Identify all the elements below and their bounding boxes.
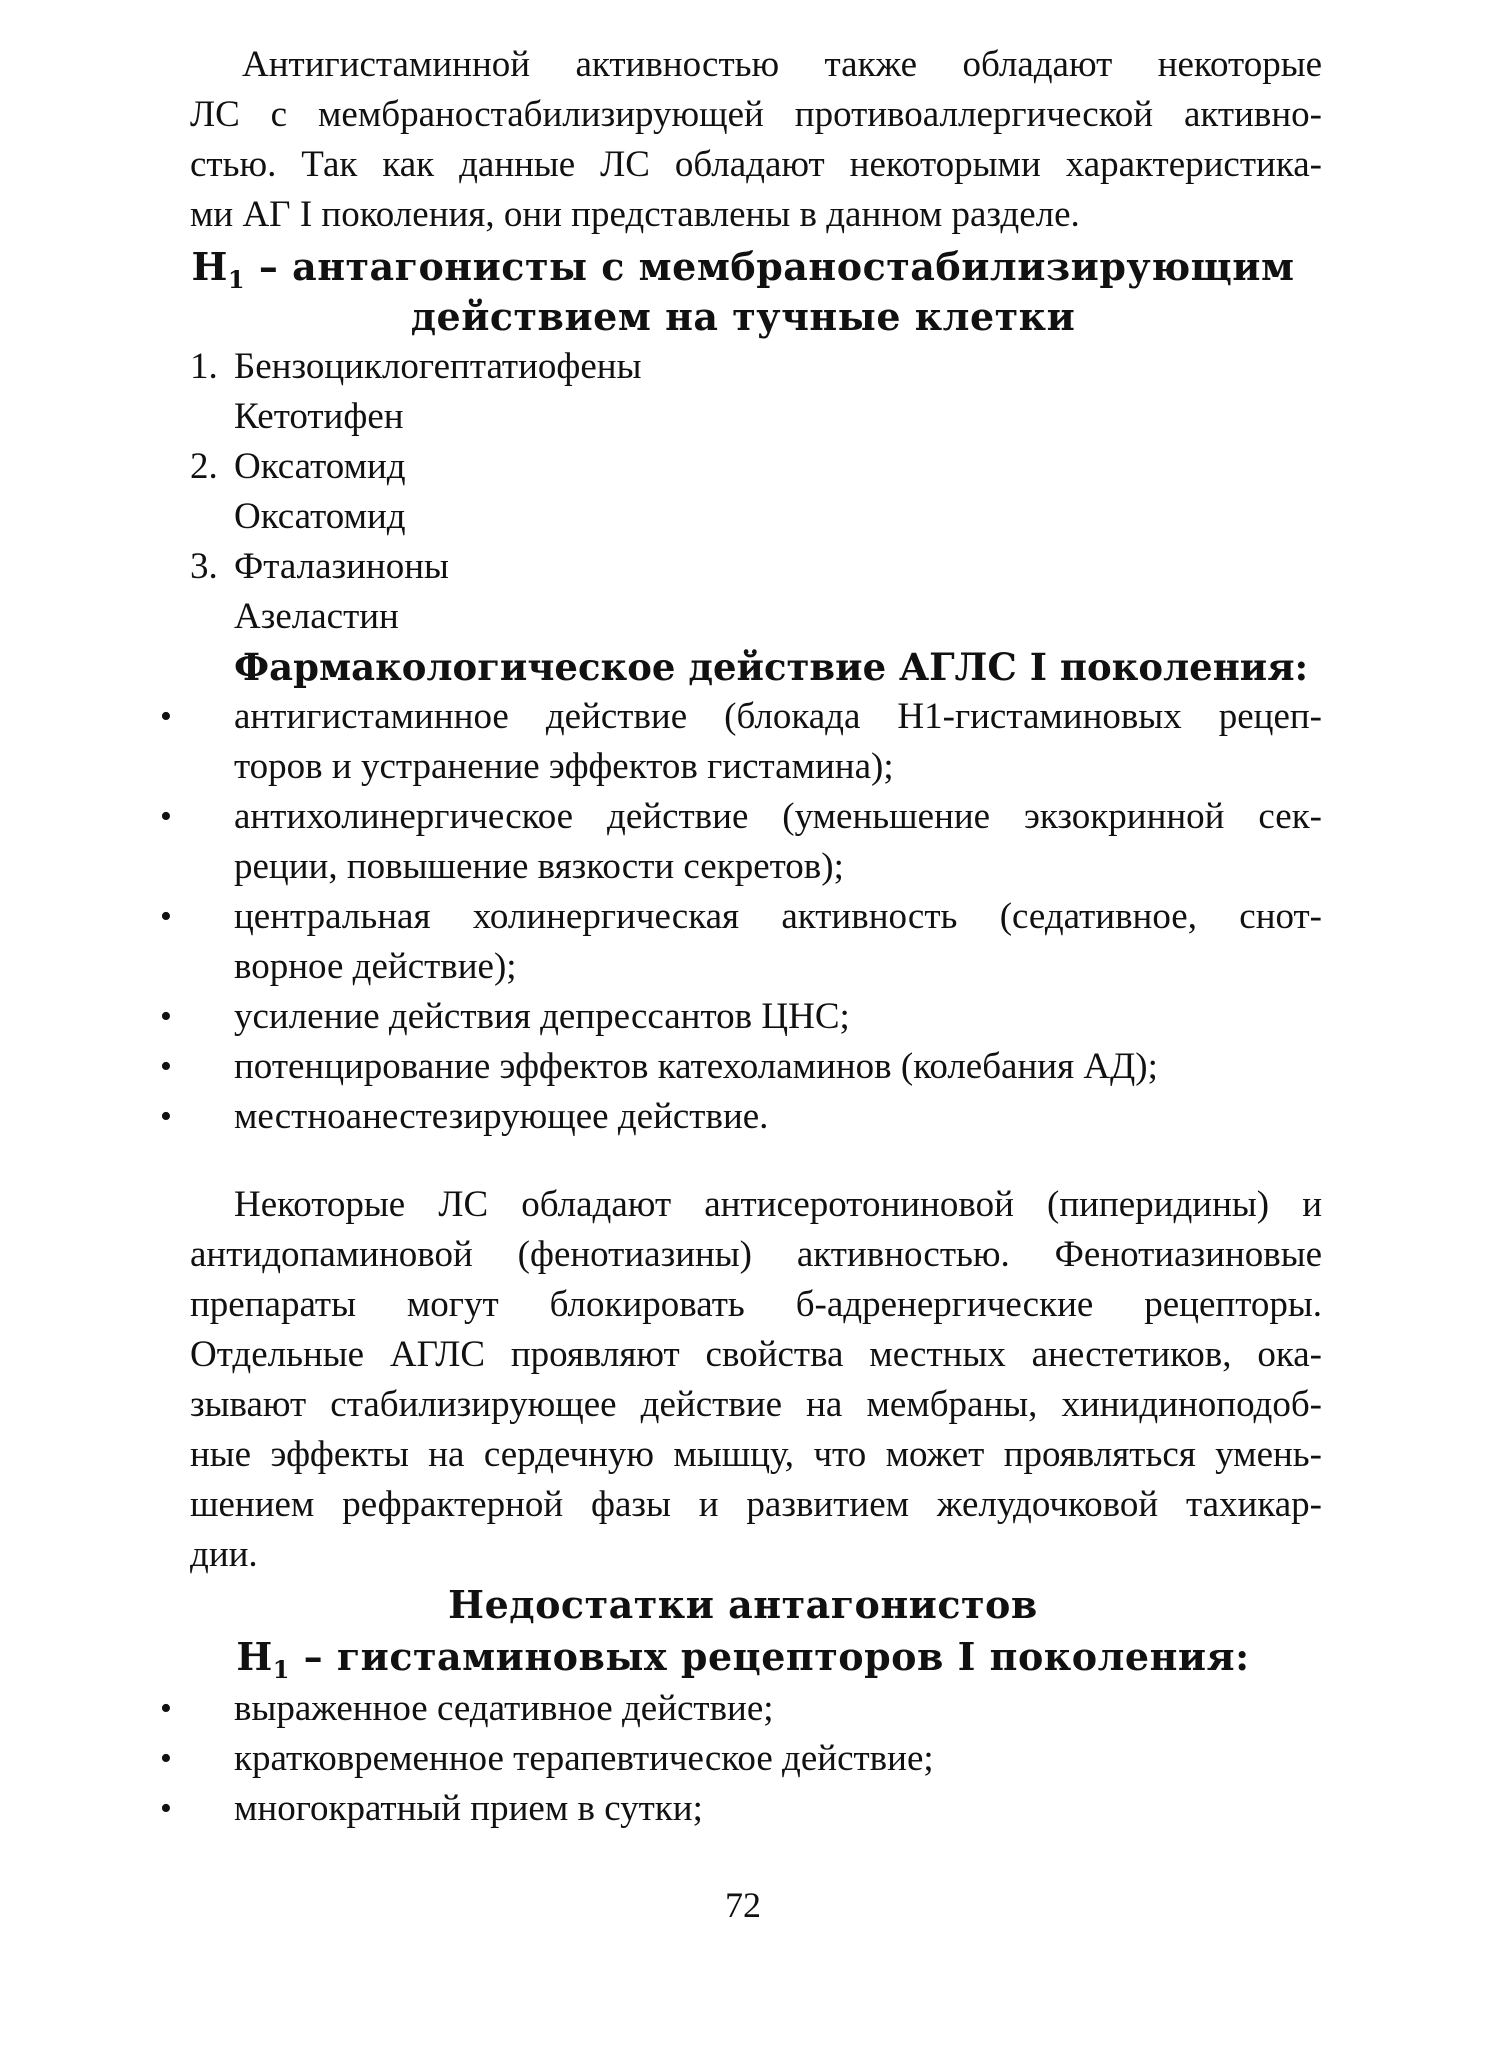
body-paragraph [190, 1180, 1322, 1580]
list-item: кратковременное терапевтическое действие; [234, 1738, 934, 1779]
intro-line: ЛС с мембраностабилизирующей противоаллергической активно- [190, 94, 1322, 135]
bullet-marker: • [160, 898, 172, 935]
section-heading-drawbacks-line2: $Н_1$ – гистаминовых рецепторов I поколения: [236, 1634, 1250, 1684]
drug-name: Оксатомид [234, 496, 406, 537]
list-item: антихолинергическое действие (уменьшение экзокринной сек- реции, повышение вязкости секретов); [234, 796, 1322, 887]
pharm-action-heading: Фармакологическое действие АГЛС I поколения: [234, 645, 1309, 689]
list-item: местноанестезирующее действие. [234, 1096, 769, 1137]
intro-line: ми АГ I поколения, они представлены в данном разделе. [190, 194, 1080, 235]
list-item: усиление действия депрессантов ЦНС; [234, 996, 850, 1037]
bullet-marker: • [160, 698, 172, 735]
section-heading-drawbacks: Недостатки антагонистов [448, 1582, 1038, 1627]
list-item: выраженное седативное действие; [234, 1688, 774, 1729]
list-item: антигистаминное действие (блокада Н1-гистаминовых рецеп- торов и устранение эффектов гистамина); [234, 696, 1322, 787]
bullet-marker: • [160, 1690, 172, 1727]
bullet-marker: • [160, 1048, 172, 1085]
group-name: Фталазиноны [234, 546, 449, 587]
bullet-marker: • [160, 798, 172, 835]
list-number: 2. [190, 446, 218, 487]
list-item: центральная холинергическая активность (седативное, снот- ворное действие); [234, 896, 1322, 987]
intro-line: Антигистаминной активностью также обладают некоторые [242, 44, 1322, 85]
paragraph-line: дии. [190, 1534, 258, 1575]
list-number: 1. [190, 346, 218, 387]
bullet-marker: • [160, 1790, 172, 1827]
bullet-marker: • [160, 1740, 172, 1777]
list-item: потенцирование эффектов катехоламинов (колебания АД); [234, 1046, 1158, 1087]
list-number: 3. [190, 546, 218, 587]
paragraph-line: Отдельные АГЛС проявляют свойства местных анестетиков, ока- [190, 1334, 1322, 1375]
drug-name: Азеластин [234, 596, 399, 637]
paragraph-line: антидопаминовой (фенотиазины) активностью. Фенотиазиновые [190, 1234, 1322, 1275]
group-name: Оксатомид [234, 446, 406, 487]
paragraph-line: шением рефрактерной фазы и развитием желудочковой тахикар- [190, 1484, 1322, 1525]
drug-name: Кетотифен [234, 396, 404, 437]
paragraph-line: препараты могут блокировать б-адренергические рецепторы. [190, 1284, 1322, 1325]
bullet-marker: • [160, 998, 172, 1035]
intro-paragraph [190, 40, 1322, 240]
paragraph-line: ные эффекты на сердечную мышцу, что может проявляться умень- [190, 1434, 1322, 1475]
list-item: многократный прием в сутки; [234, 1788, 703, 1829]
paragraph-line: зывают стабилизирующее действие на мембраны, хинидиноподоб- [190, 1384, 1322, 1425]
intro-line: стью. Так как данные ЛС обладают некоторыми характеристика- [190, 144, 1322, 185]
paragraph-line: Некоторые ЛС обладают антисеротониновой (пиперидины) и [234, 1184, 1322, 1225]
bullet-marker: • [160, 1098, 172, 1135]
section-heading-membrane-stabilizers: $Н_1$ – антагонисты с мембраностабилизирующим [191, 244, 1295, 294]
page-number: 72 [725, 1885, 761, 1925]
group-name: Бензоциклогептатиофены [234, 346, 642, 387]
section-heading-line2: действием на тучные клетки [410, 294, 1076, 339]
